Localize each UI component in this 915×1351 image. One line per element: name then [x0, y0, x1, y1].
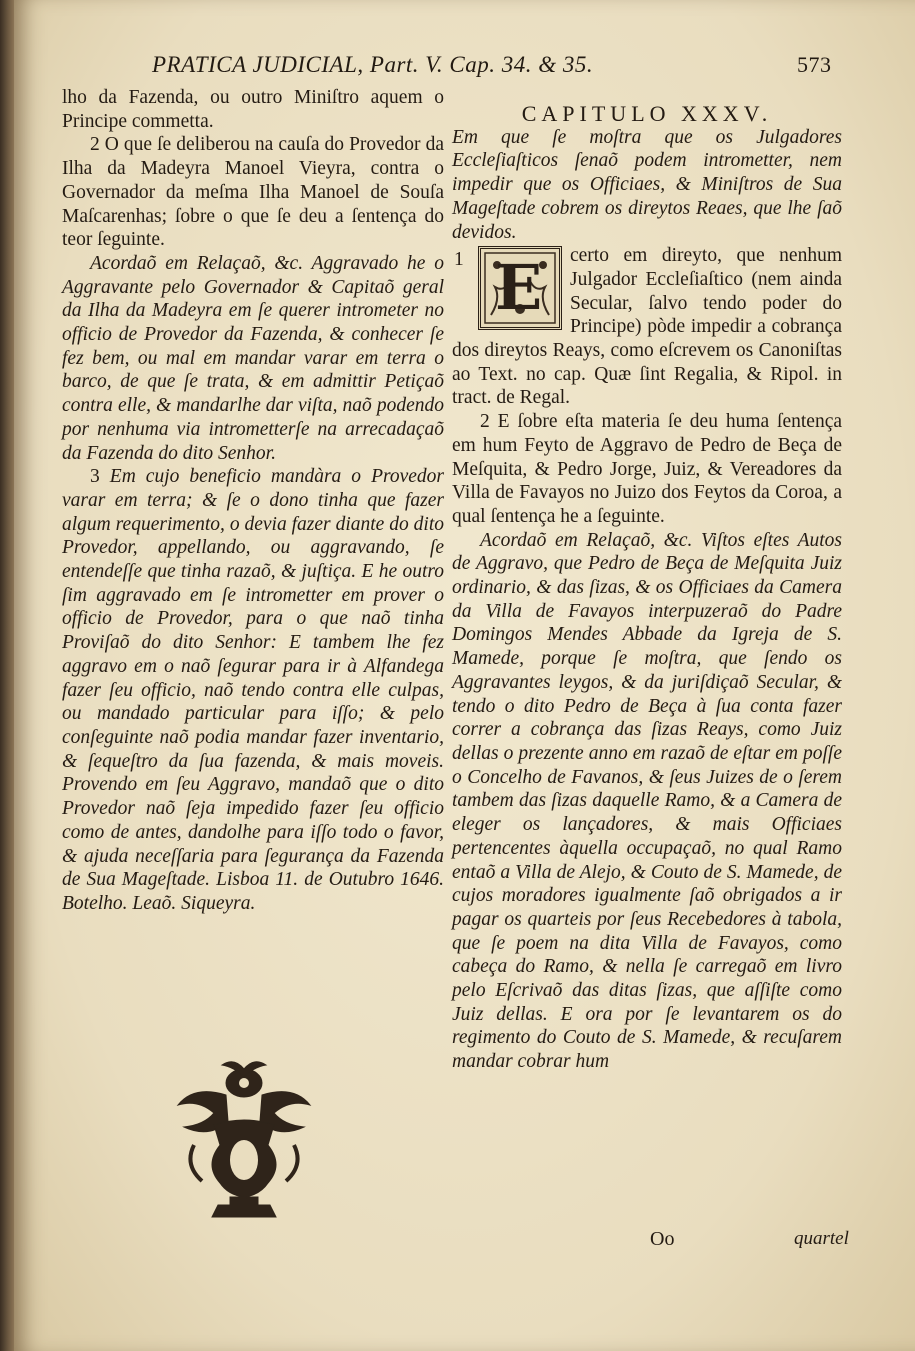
book-gutter	[0, 0, 14, 1351]
continuation-paragraph: lho da Fazenda, ou outro Miniſtro aquem o Principe commetta.	[62, 87, 444, 132]
paragraph-number: 1	[454, 249, 464, 271]
drop-cap-letter: E	[495, 251, 543, 325]
right-column	[452, 102, 842, 1074]
paragraph-2	[62, 133, 444, 252]
left-column	[62, 86, 444, 916]
page-number: 573	[797, 52, 832, 77]
paragraph-number: 3	[90, 466, 100, 488]
paragraph-number: 2	[90, 134, 100, 156]
chapter-summary: Em que ſe moſtra que os Julgadores Eccleſiaſticos ſenaõ podem intrometter, nem impedir que os Officiaes, & Miniſtros de Sua Mageſtade cobrem os direytos Reaes, que lhe ſaõ devidos.	[452, 126, 842, 243]
paragraph-3	[62, 465, 444, 915]
printer-signature: Oo	[650, 1228, 675, 1250]
paragraph-text: certo em direyto, que nenhum Julgador Eccleſiaſtico (nem ainda Secular, ſalvo tendo poder do Principe) pòde impedir a cobrança dos direytos Reays, como eſcrevem os Canoniſtas ao Text. no cap. Quæ ſint Regalia, & Ripol. in tract. de Regal.	[452, 245, 842, 409]
decorated-initial	[478, 246, 562, 330]
paragraph-1	[452, 244, 842, 410]
running-header	[152, 52, 912, 78]
book-page	[14, 0, 915, 1351]
paragraph-number: 2	[480, 411, 490, 433]
vase-ornament-icon	[164, 1055, 324, 1225]
paragraph-2	[452, 410, 842, 529]
acordao-paragraph: Acordaõ em Relaçaõ, &c. Aggravado he o Aggravante pelo Governador & Capitaõ geral da Ilha da Madeyra em ſe querer intrometer no officio de Provedor da Fazenda, & conhecer ſe fez bem, ou mal em mandar varar em terra o barco, de que ſe trata, & em admittir Petiçaõ contra elle, & mandarlhe dar viſta, naõ podendo por nenhuma via intrometterſe na arrecadaçaõ da Fazenda do dito Senhor.	[62, 252, 444, 464]
paragraph-text: O que ſe deliberou na cauſa do Provedor da Ilha da Madeyra Manoel Vieyra, contra o Governador da meſma Ilha Manoel de Souſa Maſcarenhas; ſobre o que ſe deu a ſentença do teor ſeguinte.	[62, 134, 444, 251]
chapter-heading: CAPITULO XXXV.	[521, 101, 773, 126]
running-title: PRATICA JUDICIAL, Part. V. Cap. 34. & 35.	[152, 52, 594, 77]
paragraph-text: E ſobre eſta materia ſe deu huma ſentença em hum Feyto de Aggravo de Pedro de Beça de Meſquita, & Pedro Jorge, Juiz, & Vereadores da Villa de Favayos no Juizo dos Feytos da Coroa, a qual ſentença he a ſeguinte.	[452, 411, 843, 527]
acordao-paragraph: Acordaõ em Relaçaõ, &c. Viſtos eſtes Autos de Aggravo, que Pedro de Beça de Meſquita Juiz ordinario, & das ſizas, & os Officiaes da Camera da Villa de Favayos interpuzeraõ do Padre Domingos Mendes Abbade da Igreja de S. Mamede, porque ſe moſtra, que ſendo os Aggravantes leygos, & da juriſdiçaõ Secular, & tendo o dito Pedro de Beça à ſua conta fazer correr a cobrança das ſizas Reays, como Juiz dellas o prezente anno em razaõ de eſtar em poſſe o Concelho de Favanos, & ſeus Juizes de o ſerem tambem das ſizas daquelle Ramo, & a Camera de eleger os lançadores, & mais Officiaes pertencentes àquella occupaçaõ, no qual Ramo entaõ a Villa de Alejo, & Couto de S. Mamede, de cujos moradores igualmente ſaõ obrigados a ir pagar os quarteis por ſeus Recebedores à tabola, que ſe poem na dita Villa de Favayos, como cabeça do Ramo, & nella ſe carregaõ em livro pelo Eſcrivaõ das ditas ſizas, que aſſiſte como Juiz dellas. E ora por ſe levantarem os do regimento do Couto de S. Mamede, & recuſarem mandar cobrar hum	[452, 529, 842, 1073]
catchword: quartel	[794, 1228, 849, 1249]
paragraph-text: Em cujo beneficio mandàra o Provedor varar em terra; & ſe o dono tinha que fazer algum requerimento, o devia fazer diante do dito Provedor, appellando, ou aggravando, ſe entendeſſe que tinha razaõ, & juſtiça. E he outro ſim aggravado em ſe intrometter em prover o officio de Provedor, para o que naõ tinha Proviſaõ do dito Senhor: E tambem lhe fez aggravo em o naõ ſegurar para ir à Alfandega fazer ſeu officio, naõ tendo contra elle culpas, ou mandado particular para iſſo; & pelo conſeguinte naõ podia mandar fazer inventario, & ſequeſtro da ſua fazenda, & mais moveis. Provendo em ſeu Aggravo, mandaõ que o dito Provedor naõ ſeja impedido fazer ſeu officio como de antes, dandolhe para iſſo todo o favor, & ajuda neceſſaria para ſegurança da Fazenda de Sua Mageſtade. Lisboa 11. de Outubro 1646. Botelho. Leaõ. Siqueyra.	[62, 466, 445, 914]
